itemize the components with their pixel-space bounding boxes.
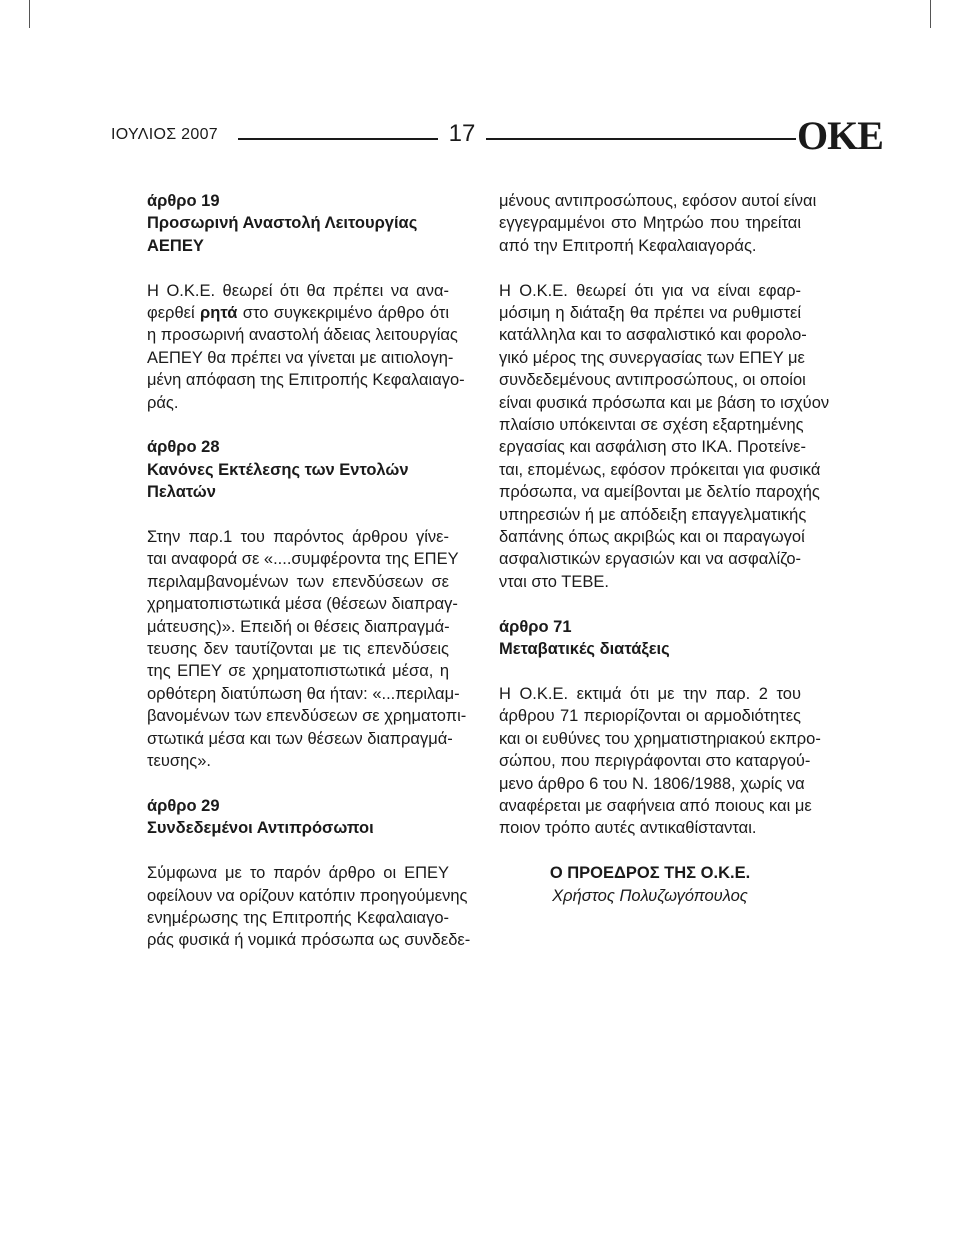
text-line: Στην παρ.1 του παρόντος άρθρου γίνε- [147, 528, 449, 547]
article-71-heading: Μεταβατικές διατάξεις [499, 640, 670, 659]
text-line: εγγεγραμμένοι στο Μητρώο που τηρείται [499, 214, 801, 233]
article-29-title: άρθρο 29 [147, 796, 220, 815]
text-line: η προσωρινή αναστολή άδειας λειτουργίας [147, 326, 458, 345]
article-29-heading: Συνδεδεμένοι Αντιπρόσωποι [147, 819, 374, 838]
article-71-title: άρθρο 71 [499, 617, 572, 636]
article-19-heading-line-2: ΑΕΠΕΥ [147, 236, 204, 255]
text-line: Σύμφωνα με το παρόν άρθρο οι ΕΠΕΥ [147, 864, 449, 883]
article-19-heading-line-1: Προσωρινή Αναστολή Λειτουργίας [147, 214, 418, 233]
header-rule-left [238, 138, 438, 140]
text-line: πλαίσιο υπόκεινται σε σχέση εξαρτημένης [499, 416, 804, 435]
text-line: περιλαμβανομένων των επενδύσεων σε [147, 572, 449, 591]
text-line: νται στο ΤΕΒΕ. [499, 572, 609, 591]
crop-mark-left [29, 0, 30, 28]
text-line: Η Ο.Κ.Ε. θεωρεί ότι θα πρέπει να ανα- [147, 281, 449, 300]
text-line: ράς φυσικά ή νομικά πρόσωπα ως συνδεδε- [147, 931, 471, 950]
text-line: μένη απόφαση της Επιτροπής Κεφαλαιαγο- [147, 371, 465, 390]
text-line: γικό μέρος της συνεργασίας των ΕΠΕΥ με [499, 348, 805, 367]
text-line: ενημέρωσης της Επιτροπής Κεφαλαιαγο- [147, 908, 449, 927]
text-line: από την Επιτροπή Κεφαλαιαγοράς. [499, 236, 757, 255]
article-28-heading-line-2: Πελατών [147, 483, 216, 502]
article-19-title: άρθρο 19 [147, 192, 220, 210]
header-rule-right [486, 138, 796, 140]
text-segment: φερθεί [147, 304, 201, 323]
text-line: ται, επομένως, εφόσον πρόκειται για φυσικά [499, 460, 821, 479]
text-line [147, 302, 449, 324]
text-line: οφείλουν να ορίζουν κατόπιν προηγούμενης [147, 886, 468, 905]
text-line: μόσιμη η διάταξη θα πρέπει να ρυθμιστεί [499, 304, 801, 323]
text-line: ποιον τρόπο αυτές αντικαθίστανται. [499, 819, 757, 838]
text-line: πρόσωπα, να αμείβονται με δελτίο παροχής [499, 483, 820, 502]
signature-name: Χρήστος Πολυζωγόπουλος [552, 886, 748, 905]
text-line: αναφέρεται με σαφήνεια από ποιους και με [499, 796, 812, 815]
issue-date: ΙΟΥΛΙΟΣ 2007 [111, 126, 218, 143]
text-line: βανομένων των επενδύσεων σε χρηματοπι- [147, 707, 467, 726]
text-line: μένους αντιπροσώπους, εφόσον αυτοί είναι [499, 192, 817, 210]
text-line: Η Ο.Κ.Ε. εκτιμά ότι με την παρ. 2 του [499, 684, 801, 703]
text-line: ράς. [147, 393, 179, 412]
text-line: είναι φυσικά πρόσωπα και με βάση το ισχύον [499, 393, 830, 412]
article-28-title: άρθρο 28 [147, 438, 220, 457]
text-segment: στο συγκεκριμένο άρθρο ότι [237, 304, 449, 323]
text-line: ορθότερη διατύπωση θα ήταν: «...περιλαμ- [147, 684, 460, 703]
page-number: 17 [448, 120, 476, 147]
text-line: συνδεδεμένους αντιπροσώπους, οι οποίοι [499, 371, 806, 390]
emphasis-text: ρητά [200, 304, 238, 323]
crop-mark-right [930, 0, 931, 28]
text-line: και οι ευθύνες του χρηματιστηριακού εκπρο- [499, 729, 821, 748]
text-line: ΑΕΠΕΥ θα πρέπει να γίνεται με αιτιολογη- [147, 348, 454, 367]
text-line: τευσης δεν ταυτίζονται με τις επενδύσεις [147, 640, 449, 659]
text-line: μενο άρθρο 6 του Ν. 1806/1988, χωρίς να [499, 774, 805, 793]
text-line: ασφαλιστικών εργασιών και να ασφαλίζο- [499, 550, 801, 569]
signature-title: Ο ΠΡΟΕΔΡΟΣ ΤΗΣ Ο.Κ.Ε. [549, 864, 751, 883]
text-line: εργασίας και ασφάλιση στο ΙΚΑ. Προτείνε- [499, 438, 806, 457]
page-header [0, 112, 960, 162]
text-line: ται αναφορά σε «....συμφέροντα της ΕΠΕΥ [147, 550, 459, 569]
right-column [499, 190, 830, 907]
text-line: άρθρου 71 περιορίζονται οι αρμοδιότητες [499, 707, 801, 726]
text-line: δαπάνης όπως ακριβώς και οι παραγωγοί [499, 528, 805, 547]
text-line: χρηματοπιστωτικά μέσα (θέσεων διαπραγ- [147, 595, 458, 614]
text-line: σώπου, που περιγράφονται στο καταργού- [499, 752, 811, 771]
text-line: τευσης». [147, 752, 211, 771]
text-line: κατάλληλα και το ασφαλιστικό και φορολο- [499, 326, 807, 345]
article-28-heading-line-1: Κανόνες Εκτέλεσης των Εντολών [147, 460, 409, 479]
text-line: Η Ο.Κ.Ε. θεωρεί ότι για να είναι εφαρ- [499, 281, 801, 300]
text-line: στωτικά μέσα και των θέσεων διαπραγμά- [147, 729, 453, 748]
text-line: υπηρεσιών ή με απόδειξη επαγγελματικής [499, 505, 807, 524]
left-column [147, 190, 471, 952]
publisher-logo: ΟΚΕ [797, 113, 883, 158]
text-line: της ΕΠΕΥ σε χρηματοπιστωτικά μέσα, η [147, 662, 449, 681]
text-line: μάτευσης)». Επειδή οι θέσεις διαπραγμά- [147, 617, 450, 636]
